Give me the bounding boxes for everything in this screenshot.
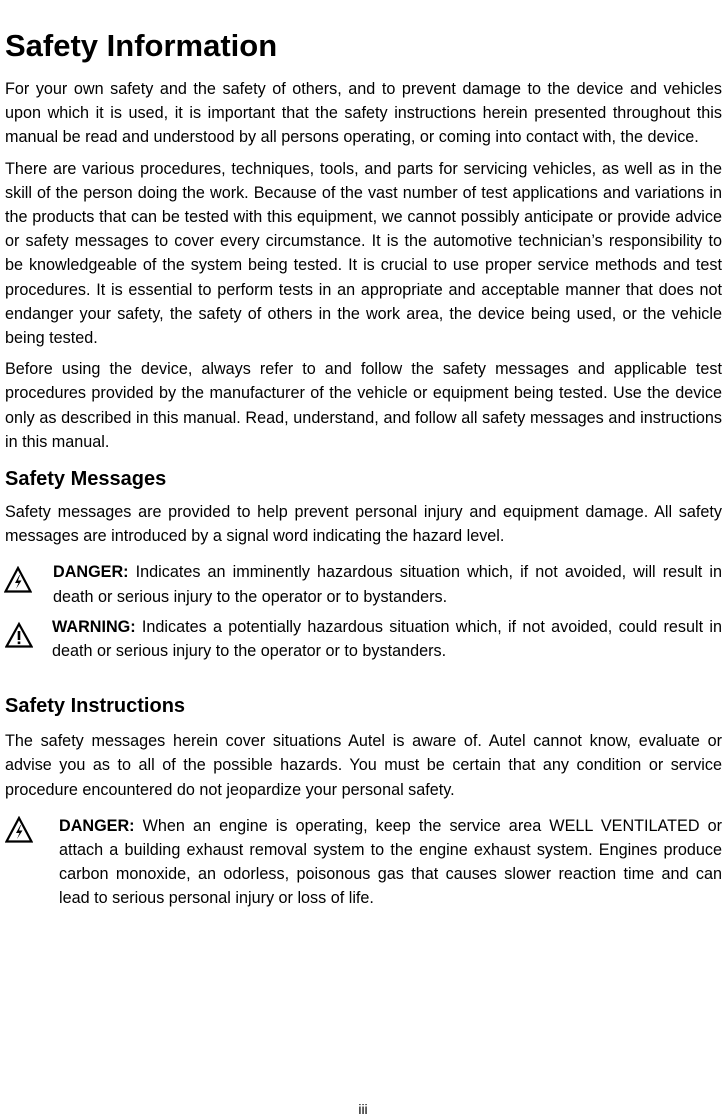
danger-label: DANGER: — [53, 563, 129, 582]
safety-messages-body: Safety messages are provided to help prevent personal injury and equipment damage. All safety messages are introduced by a signal word indicating the hazard level. — [5, 503, 722, 546]
warning-message — [5, 615, 722, 663]
exhaust-danger-label: DANGER: — [59, 816, 135, 835]
electric-warning-icon — [4, 566, 38, 594]
exhaust-danger-description: When an engine is operating, keep the service area WELL VENTILATED or attach a building exhaust removal system to the engine exhaust system. Engines produce carbon monoxide, an odorless, poisonous gas that causes slower reaction time and can lead to serious personal injury or loss of life. — [59, 816, 722, 908]
danger-description: Indicates an imminently hazardous situation which, if not avoided, will result in death or serious injury to the operator or to bystanders. — [53, 563, 722, 606]
intro-paragraph-3: Before using the device, always refer to and follow the safety messages and applicable test procedures provided by the manufacturer of the vehicle or equipment being tested. Use the device only as described in this manual. Read, understand, and follow all safety messages and instructions in this manual. — [5, 360, 722, 451]
warning-icon — [5, 621, 39, 649]
intro-paragraph-1: For your own safety and the safety of others, and to prevent damage to the device and vehicles upon which it is used, it is important that the safety instructions herein presented throughout this manual be read and understood by all persons operating, or coming into contact with, the device. — [5, 80, 722, 147]
danger-message-text — [38, 560, 722, 608]
document-page — [5, 0, 722, 919]
electric-warning-icon — [5, 816, 39, 844]
page-number: iii — [358, 1101, 368, 1117]
safety-instructions-body: The safety messages herein cover situations Autel is aware of. Autel cannot know, evaluate or advise you as to all of the possible hazards. You must be certain that any condition or service procedure encountered do not jeopardize your personal safety. — [5, 732, 722, 799]
safety-messages-heading: Safety Messages — [5, 468, 167, 491]
warning-description: Indicates a potentially hazardous situation which, if not avoided, could result in death or serious injury to the operator or to bystanders. — [52, 617, 722, 661]
safety-instructions-heading: Safety Instructions — [5, 695, 186, 718]
danger-message — [5, 560, 722, 608]
exhaust-danger-message — [5, 814, 722, 911]
warning-label: WARNING: — [52, 617, 136, 636]
page-title: Safety Information — [5, 28, 278, 63]
intro-paragraph-2: There are various procedures, techniques, tools, and parts for servicing vehicles, as well as in the skill of the person doing the work. Because of the vast number of test applications and variations in the products that can be tested with this equipment, we cannot possibly anticipate or provide advice or safety messages to cover every circumstance. It is the automotive technician’s responsibility to be knowledgeable of the system being tested. It is crucial to use proper service methods and test procedures. It is essential to perform tests in an appropriate and acceptable manner that does not endanger your safety, the safety of others in the work area, the device being used, or the vehicle being tested. — [5, 159, 722, 348]
exhaust-danger-text — [39, 814, 722, 911]
warning-message-text — [39, 615, 722, 663]
